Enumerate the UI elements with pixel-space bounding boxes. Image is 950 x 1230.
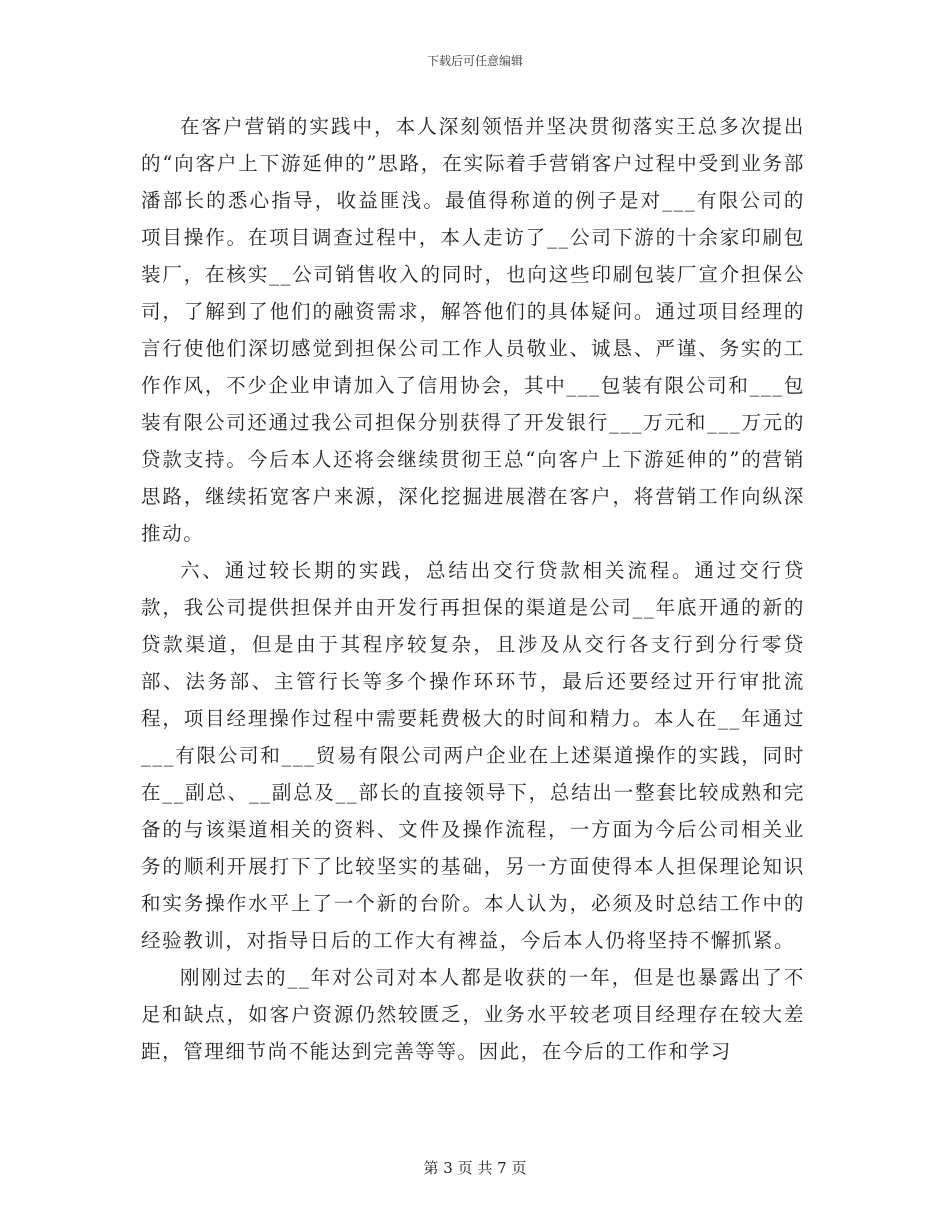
page-header: 下载后可任意编辑: [426, 54, 523, 68]
paragraph-loan-process: 六、通过较长期的实践，总结出交行贷款相关流程。通过交行贷款，我公司提供担保并由开发行再担保的渠道是公司__年底开通的新的贷款渠道，但是由于其程序较复杂，且涉及从交行各支行到分行零贷部、法务部、主管行长等多个操作环环节，最后还要经过开行审批流程，项目经理操作过程中需要耗费极大的时间和精力。本人在__年通过___有限公司和___贸易有限公司两户企业在上述渠道操作的实践，同时在__副总、__副总及__部长的直接领导下，总结出一整套比较成熟和完备的与该渠道相关的资料、文件及操作流程，一方面为今后公司相关业务的顺利开展打下了比较坚实的基础，另一方面使得本人担保理论知识和实务操作水平上了一个新的台阶。本人认为，必须及时总结工作中的经验教训，对指导日后的工作大有裨益，今后本人仍将坚持不懈抓紧。: [141, 559, 805, 952]
paragraph-marketing-practice: 在客户营销的实践中，本人深刻领悟并坚决贯彻落实王总多次提出的“向客户上下游延伸的”思路，在实际着手营销客户过程中受到业务部潘部长的悉心指导，收益匪浅。最值得称道的例子是对___有限公司的项目操作。在项目调查过程中，本人走访了__公司下游的十余家印刷包装厂，在核实__公司销售收入的同时，也向这些印刷包装厂宣介担保公司，了解到了他们的融资需求，解答他们的具体疑问。通过项目经理的言行使他们深切感觉到担保公司工作人员敬业、诚恳、严谨、务实的工作作风，不少企业申请加入了信用协会，其中___包装有限公司和___包装有限公司还通过我公司担保分别获得了开发银行___万元和___万元的贷款支持。今后本人还将会继续贯彻王总“向客户上下游延伸的”的营销思路，继续拓宽客户来源，深化挖掘进展潜在客户，将营销工作向纵深推动。: [141, 115, 805, 545]
document-body: [141, 108, 805, 1070]
page-number: 第 3 页 共 7 页: [423, 1159, 527, 1177]
paragraph-year-summary: 刚刚过去的__年对公司对本人都是收获的一年，但是也暴露出了不足和缺点，如客户资源仍然较匮乏，业务水平较老项目经理存在较大差距，管理细节尚不能达到完善等等。因此，在今后的工作和学习: [141, 966, 805, 1063]
